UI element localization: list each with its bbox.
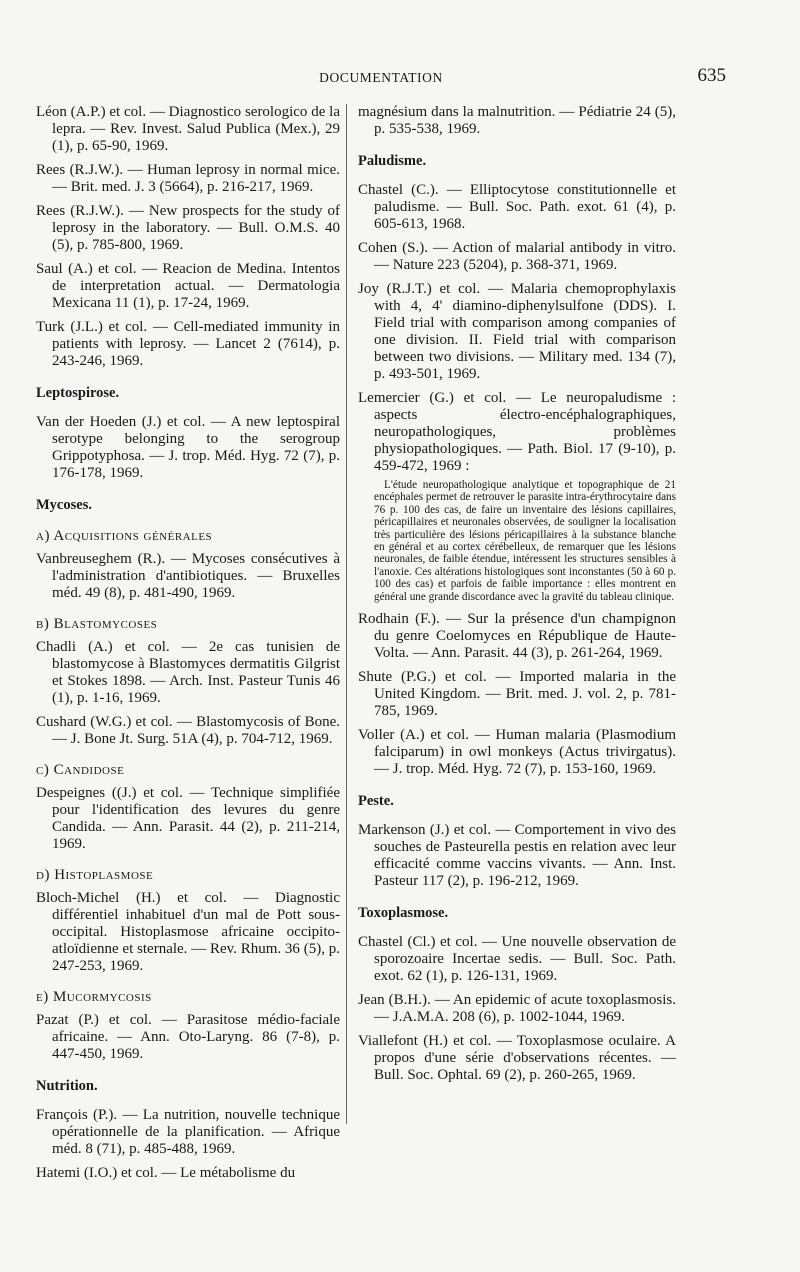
bibliography-entry: Jean (B.H.). — An epidemic of acute toxoplasmosis. — J.A.M.A. 208 (6), p. 1002-1044, 1969. bbox=[358, 992, 676, 1026]
sub-heading-blastomycoses: b) Blastomycoses bbox=[36, 616, 158, 632]
entry-abstract: L'étude neuropathologique analytique et topographique de 21 encéphales permet de retrouver le parasite intra-érythrocytaire dans 76 p. 100 des cas, de faire un inventaire des lésions capillaires, péricapillaires et neuronales observées, de souligner la localisation très particulière des lésions péricapillaires à la substance blanche en général et au cortex cérébelleux, de remarquer que les lésions neuronales, de faible étendue, intéressent les structures sensibles à l'anoxie. Ces altérations histologiques sont inconstantes (50 à 60 p. 100 des cas) et parfois de faible importance : elles montrent en général une grande discordance avec la gravité du tableau clinique. bbox=[374, 479, 676, 603]
running-head: DOCUMENTATION bbox=[319, 70, 443, 85]
bibliography-entry: Rodhain (F.). — Sur la présence d'un champignon du genre Coelomyces en République de Haute-Volta. — Ann. Parasit. 44 (3), p. 261-264, 1969. bbox=[358, 611, 676, 662]
section-heading-nutrition: Nutrition. bbox=[36, 1078, 98, 1094]
bibliography-entry: Saul (A.) et col. — Reacion de Medina. Intentos de interpretation actual. — Dermatologia Mexicana 11 (1), p. 17-24, 1969. bbox=[36, 261, 340, 311]
bibliography-entry: Rees (R.J.W.). — New prospects for the study of leprosy in the laboratory. — Bull. O.M.S. 40 (5), p. 785-800, 1969. bbox=[36, 203, 340, 253]
section-heading-toxoplasmose: Toxoplasmose. bbox=[358, 905, 449, 922]
page-header bbox=[36, 64, 726, 88]
bibliography-entry: Chastel (C.). — Elliptocytose constitutionnelle et paludisme. — Bull. Soc. Path. exot. 61 (4), p. 605-613, 1968. bbox=[358, 182, 676, 232]
bibliography-entry: Chastel (Cl.) et col. — Une nouvelle observation de sporozoaire Incertae sedis. — Bull. Soc. Path. exot. 62 (1), p. 126-131, 1969. bbox=[358, 934, 676, 985]
sub-heading-acquisitions: a) Acquisitions générales bbox=[36, 528, 213, 544]
bibliography-entry: Joy (R.J.T.) et col. — Malaria chemoprophylaxis with 4, 4' diamino-diphenylsulfone (DDS). I. Field trial with comparison among companies of one division. II. Field trial with comparison between two divisions. — Military med. 134 (7), p. 493-501, 1969. bbox=[358, 281, 676, 382]
section-heading-mycoses: Mycoses. bbox=[36, 497, 92, 513]
bibliography-entry: François (P.). — La nutrition, nouvelle technique opérationnelle de la planification. — Afrique méd. 8 (71), p. 485-488, 1969. bbox=[36, 1107, 340, 1157]
bibliography-entry: Viallefont (H.) et col. — Toxoplasmose oculaire. A propos d'une série d'observations récentes. — Bull. Soc. Ophtal. 69 (2), p. 260-265, 1969. bbox=[358, 1033, 676, 1084]
sub-heading-candidose: c) Candidose bbox=[36, 762, 125, 778]
bibliography-entry: Bloch-Michel (H.) et col. — Diagnostic différentiel inhabituel d'un mal de Pott sous-occipital. Histoplasmose africaine occipito-atloïdienne et sternale. — Rev. Rhum. 36 (5), p. 247-253, 1969. bbox=[36, 890, 340, 974]
bibliography-entry: Vanbreuseghem (R.). — Mycoses consécutives à l'administration d'antibiotiques. — Bruxelles méd. 49 (8), p. 481-490, 1969. bbox=[36, 551, 340, 601]
bibliography-entry: Lemercier (G.) et col. — Le neuropaludisme : aspects électro-encéphalographiques, neuropathologiques, problèmes physiopathologiques. — Path. Biol. 17 (9-10), p. 459-472, 1969 : bbox=[358, 390, 676, 474]
bibliography-entry: Rees (R.J.W.). — Human leprosy in normal mice. — Brit. med. J. 3 (5664), p. 216-217, 1969. bbox=[36, 162, 340, 195]
right-column bbox=[358, 104, 676, 1091]
bibliography-entry: Chadli (A.) et col. — 2e cas tunisien de blastomycose à Blastomyces dermatitis Gilgrist et Stokes 1898. — Arch. Inst. Pasteur Tunis 46 (1), p. 1-16, 1969. bbox=[36, 639, 340, 706]
bibliography-entry: Van der Hoeden (J.) et col. — A new leptospiral serotype belonging to the serogroup Grippotyphosa. — J. trop. Méd. Hyg. 72 (7), p. 176-178, 1969. bbox=[36, 414, 340, 481]
bibliography-entry: Turk (J.L.) et col. — Cell-mediated immunity in patients with leprosy. — Lancet 2 (7614), p. 243-246, 1969. bbox=[36, 319, 340, 369]
bibliography-entry: Cohen (S.). — Action of malarial antibody in vitro. — Nature 223 (5204), p. 368-371, 1969. bbox=[358, 240, 676, 273]
bibliography-entry: Shute (P.G.) et col. — Imported malaria in the United Kingdom. — Brit. med. J. vol. 2, p. 781-785, 1969. bbox=[358, 669, 676, 720]
section-heading-paludisme: Paludisme. bbox=[358, 153, 427, 169]
column-divider bbox=[346, 104, 347, 1124]
bibliography-entry: Despeignes ((J.) et col. — Technique simplifiée pour l'identification des levures du genre Candida. — Ann. Parasit. 44 (2), p. 211-214, 1969. bbox=[36, 785, 340, 852]
bibliography-entry: Cushard (W.G.) et col. — Blastomycosis of Bone. — J. Bone Jt. Surg. 51A (4), p. 704-712, 1969. bbox=[36, 714, 340, 747]
left-column bbox=[36, 104, 340, 1189]
bibliography-entry-continued: magnésium dans la malnutrition. — Pédiatrie 24 (5), p. 535-538, 1969. bbox=[358, 104, 676, 137]
bibliography-entry: Léon (A.P.) et col. — Diagnostico serologico de la lepra. — Rev. Invest. Salud Publica (Mex.), 29 (1), p. 65-90, 1969. bbox=[36, 104, 340, 154]
bibliography-entry: Markenson (J.) et col. — Comportement in vivo des souches de Pasteurella pestis en relation avec leur efficacité comme vaccins vivants. — Ann. Inst. Pasteur 117 (2), p. 196-212, 1969. bbox=[358, 822, 676, 890]
bibliography-entry: Hatemi (I.O.) et col. — Le métabolisme du bbox=[36, 1165, 296, 1181]
section-heading-peste: Peste. bbox=[358, 793, 394, 810]
section-heading-leptospirose: Leptospirose. bbox=[36, 385, 120, 401]
sub-heading-mucormycosis: e) Mucormycosis bbox=[36, 989, 152, 1005]
bibliography-entry: Pazat (P.) et col. — Parasitose médio-faciale africaine. — Ann. Oto-Laryng. 86 (7-8), p. 447-450, 1969. bbox=[36, 1012, 340, 1062]
page-number: 635 bbox=[697, 65, 726, 86]
sub-heading-histoplasmose: d) Histoplasmose bbox=[36, 867, 154, 883]
bibliography-entry: Voller (A.) et col. — Human malaria (Plasmodium falciparum) in owl monkeys (Actus trivirgatus). — J. trop. Méd. Hyg. 72 (7), p. 153-160, 1969. bbox=[358, 727, 676, 778]
